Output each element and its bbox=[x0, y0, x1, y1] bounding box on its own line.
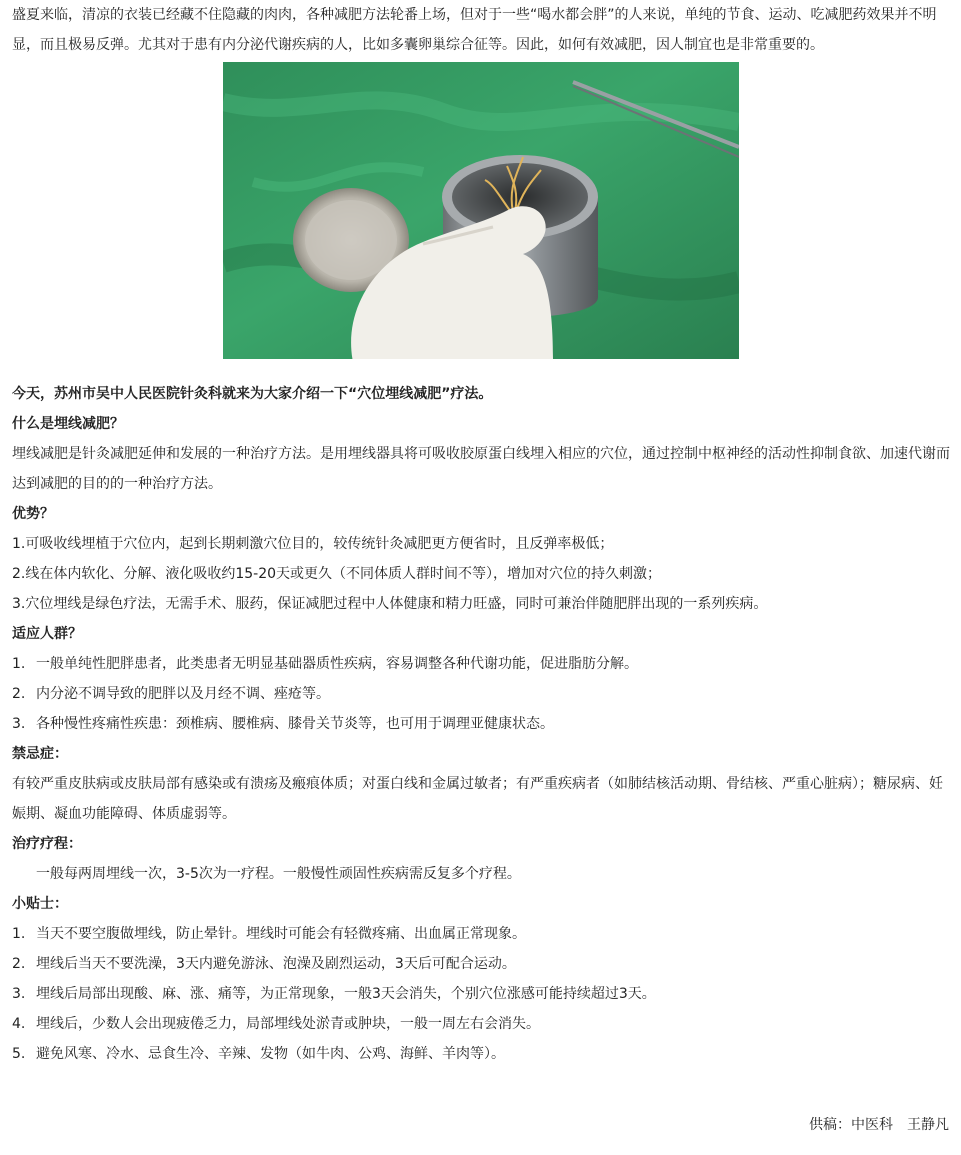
suitable-item bbox=[12, 709, 952, 739]
section-heading-tips: 小贴士： bbox=[12, 896, 68, 912]
advantage-item: 1.可吸收线埋植于穴位内，起到长期刺激穴位目的，较传统针灸减肥更方便省时，且反弹率极低； bbox=[12, 536, 614, 552]
suitable-item bbox=[12, 649, 952, 679]
list-text: 各种慢性疼痛性疾患：颈椎病、腰椎病、膝骨关节炎等，也可用于调理亚健康状态。 bbox=[36, 716, 554, 732]
advantage-item: 2.线在体内软化、分解、液化吸收约15-20天或更久（不同体质人群时间不等），增加对穴位的持久刺激； bbox=[12, 566, 662, 582]
tip-item bbox=[12, 1039, 952, 1069]
list-number: 4. bbox=[12, 1016, 26, 1032]
list-number: 5. bbox=[12, 1046, 26, 1062]
list-text: 一般单纯性肥胖患者，此类患者无明显基础器质性疾病，容易调整各种代谢功能，促进脂肪分解。 bbox=[36, 656, 638, 672]
list-text: 内分泌不调导致的肥胖以及月经不调、痤疮等。 bbox=[36, 686, 330, 702]
section-heading-advantages: 优势？ bbox=[12, 506, 54, 522]
list-text: 埋线后局部出现酸、麻、涨、痛等，为正常现象，一般3天会消失，个别穴位涨感可能持续超过3天。 bbox=[36, 986, 656, 1002]
list-number: 3. bbox=[12, 986, 26, 1002]
list-text: 埋线后当天不要洗澡，3天内避免游泳、泡澡及剧烈运动，3天后可配合运动。 bbox=[36, 956, 516, 972]
list-number: 1. bbox=[12, 926, 26, 942]
section-body-contra: 有较严重皮肤病或皮肤局部有感染或有溃疡及瘢痕体质；对蛋白线和金属过敏者；有严重疾病者（如肺结核活动期、骨结核、严重心脏病）；糖尿病、妊娠期、凝血功能障碍、体质虚弱等。 bbox=[12, 776, 943, 822]
list-text: 避免风寒、冷水、忌食生冷、辛辣、发物（如牛肉、公鸡、海鲜、羊肉等）。 bbox=[36, 1046, 505, 1062]
tip-item bbox=[12, 949, 952, 979]
article-photo bbox=[223, 62, 739, 359]
byline-author: 王静凡 bbox=[907, 1117, 949, 1133]
advantage-item: 3.穴位埋线是绿色疗法，无需手术、服药，保证减肥过程中人体健康和精力旺盛，同时可兼治伴随肥胖出现的一系列疾病。 bbox=[12, 596, 768, 612]
list-text: 当天不要空腹做埋线，防止晕针。埋线时可能会有轻微疼痛、出血属正常现象。 bbox=[36, 926, 526, 942]
section-heading-suitable: 适应人群？ bbox=[12, 626, 82, 642]
byline bbox=[809, 1110, 949, 1140]
list-number: 2. bbox=[12, 686, 26, 702]
list-number: 2. bbox=[12, 956, 26, 972]
section-body-course: 一般每两周埋线一次，3-5次为一疗程。一般慢性顽固性疾病需反复多个疗程。 bbox=[36, 866, 521, 882]
section-heading-contra: 禁忌症： bbox=[12, 746, 68, 762]
section-heading-course: 治疗疗程： bbox=[12, 836, 82, 852]
tip-item bbox=[12, 919, 952, 949]
list-text: 埋线后，少数人会出现疲倦乏力，局部埋线处淤青或肿块，一般一周左右会消失。 bbox=[36, 1016, 540, 1032]
tip-item bbox=[12, 1009, 952, 1039]
byline-source: 供稿：中医科 bbox=[809, 1117, 893, 1133]
catgut-embedding-photo bbox=[223, 62, 739, 359]
list-number: 1. bbox=[12, 656, 26, 672]
intro-paragraph: 盛夏来临，清凉的衣装已经藏不住隐藏的肉肉，各种减肥方法轮番上场，但对于一些“喝水都会胖”的人来说，单纯的节食、运动、吃减肥药效果并不明显，而且极易反弹。尤其对于患有内分泌代谢疾病的人，比如多囊卵巢综合征等。因此，如何有效减肥，因人制宜也是非常重要的。 bbox=[12, 7, 937, 53]
tip-item bbox=[12, 979, 952, 1009]
section-heading-what: 什么是埋线减肥？ bbox=[12, 416, 124, 432]
section-body-what: 埋线减肥是针灸减肥延伸和发展的一种治疗方法。是用埋线器具将可吸收胶原蛋白线埋入相应的穴位，通过控制中枢神经的活动性抑制食欲、加速代谢而达到减肥的目的的一种治疗方法。 bbox=[12, 446, 950, 492]
lead-paragraph: 今天，苏州市吴中人民医院针灸科就来为大家介绍一下“穴位埋线减肥”疗法。 bbox=[12, 386, 493, 402]
list-number: 3. bbox=[12, 716, 26, 732]
suitable-item bbox=[12, 679, 952, 709]
